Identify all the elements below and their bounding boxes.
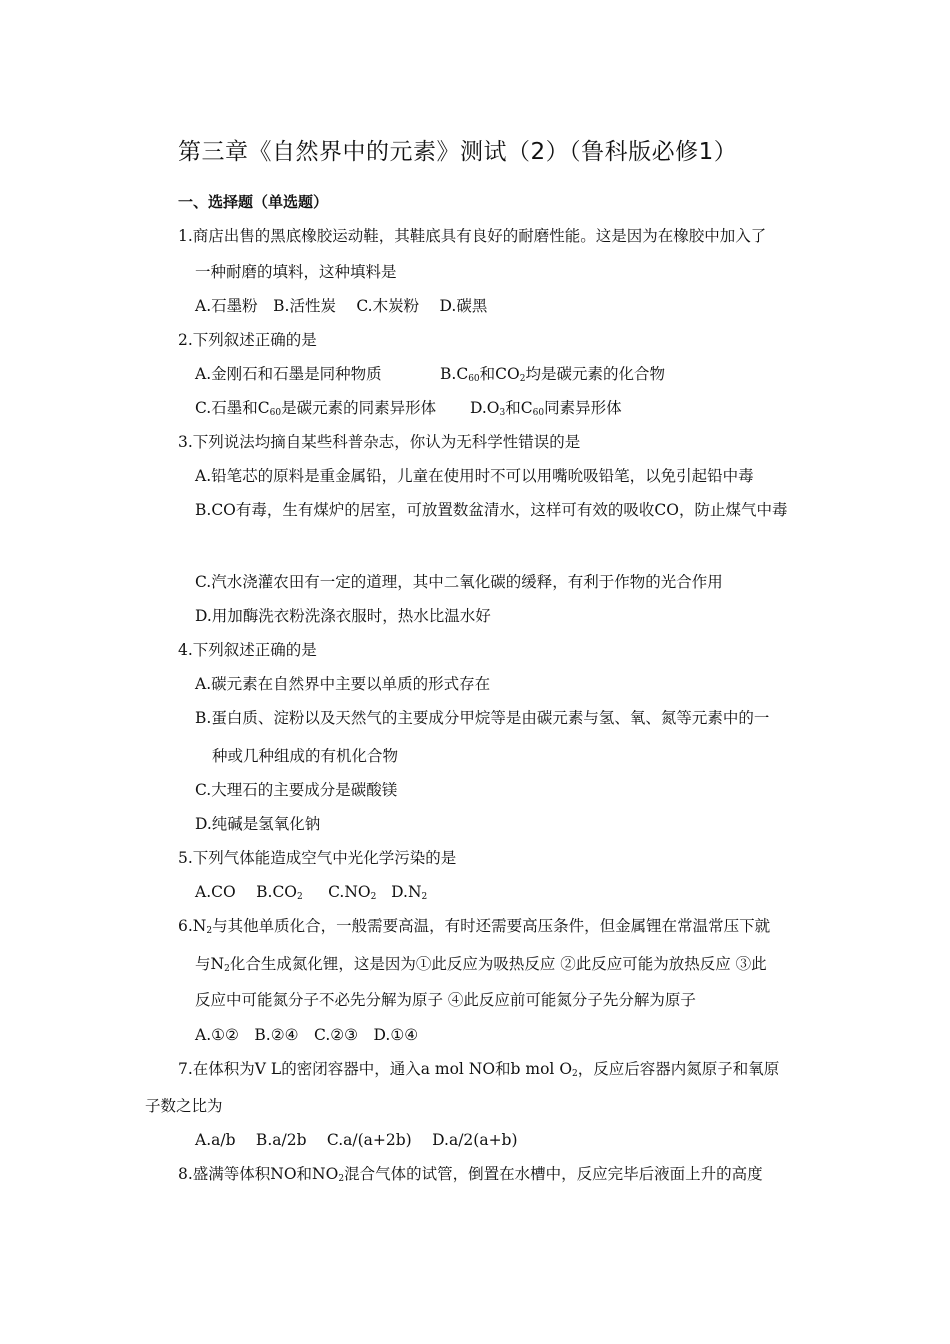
question-2-option-c: C.石墨和$C_{60}$是碳元素的同素异形体 (195, 399, 437, 418)
question-8-stem: 8.盛满等体积NO和$NO_2$混合气体的试管，倒置在水槽中，反应完毕后液面上升的高度 (178, 1165, 763, 1184)
section-heading: 一、选择题（单选题） (178, 193, 329, 211)
question-1-stem: 1.商店出售的黑底橡胶运动鞋，其鞋底具有良好的耐磨性能。这是因为在橡胶中加入了 (178, 227, 767, 245)
question-1-options: A.石墨粉 B.活性炭 C.木炭粉 D.碳黑 (195, 297, 488, 315)
question-4-option-b: B.蛋白质、淀粉以及天然气的主要成分甲烷等是由碳元素与氢、氧、氮等元素中的一 (195, 709, 770, 727)
question-7-stem: 7.在体积为V L的密闭容器中，通入a mol NO和b mol $O_2$，反应后容器内氮原子和氧原 (178, 1060, 780, 1079)
question-5-stem: 5.下列气体能造成空气中光化学污染的是 (178, 849, 457, 867)
question-2-stem: 2.下列叙述正确的是 (178, 331, 317, 349)
question-2-option-d: $D.O_3$和$C_{60}$同素异形体 (470, 399, 622, 418)
question-5-options: A.CO $B.CO_2$ $C.NO_2$ $D.N_2$ (195, 883, 428, 902)
question-6-options: A.①② B.②④ C.②③ D.①④ (195, 1026, 419, 1044)
question-6-stem-cont-2: 反应中可能氮分子不必先分解为原子 ④此反应前可能氮分子先分解为原子 (195, 991, 696, 1009)
question-4-stem: 4.下列叙述正确的是 (178, 641, 317, 659)
question-6-stem: $6.N_2$与其他单质化合，一般需要高温，有时还需要高压条件，但金属锂在常温常压下就 (178, 917, 771, 936)
question-3-option-a: A.铅笔芯的原料是重金属铅，儿童在使用时不可以用嘴吮吸铅笔，以免引起铅中毒 (195, 467, 754, 485)
question-3-option-b: B.CO有毒，生有煤炉的居室，可放置数盆清水，这样可有效的吸收CO，防止煤气中毒 (195, 501, 788, 519)
question-2-option-a: A.金刚石和石墨是同种物质 (195, 365, 382, 383)
question-7-stem-cont: 子数之比为 (145, 1097, 223, 1115)
question-3-option-c: C.汽水浇灌农田有一定的道理，其中二氧化碳的缓释，有利于作物的光合作用 (195, 573, 723, 591)
question-3-stem: 3.下列说法均摘自某些科普杂志，你认为无科学性错误的是 (178, 433, 581, 451)
question-2-option-b: $B.C_{60}$和$CO_2$均是碳元素的化合物 (440, 365, 665, 384)
question-4-option-a: A.碳元素在自然界中主要以单质的形式存在 (195, 675, 491, 693)
question-7-options: A.a/b B.a/2b C.a/(a+2b) D.a/2(a+b) (195, 1131, 518, 1149)
question-4-option-b-cont: 种或几种组成的有机化合物 (212, 747, 399, 765)
question-4-option-c: C.大理石的主要成分是碳酸镁 (195, 781, 398, 799)
page-title: 第三章《自然界中的元素》测试（2）（鲁科版必修1） (178, 139, 738, 165)
question-3-option-d: D.用加酶洗衣粉洗涤衣服时，热水比温水好 (195, 607, 491, 625)
question-6-stem-cont: 与$N_2$化合生成氮化锂，这是因为①此反应为吸热反应 ②此反应可能为放热反应 ③此 (195, 955, 767, 974)
question-1-stem-cont: 一种耐磨的填料，这种填料是 (195, 263, 397, 281)
question-4-option-d: D.纯碱是氢氧化钠 (195, 815, 321, 833)
